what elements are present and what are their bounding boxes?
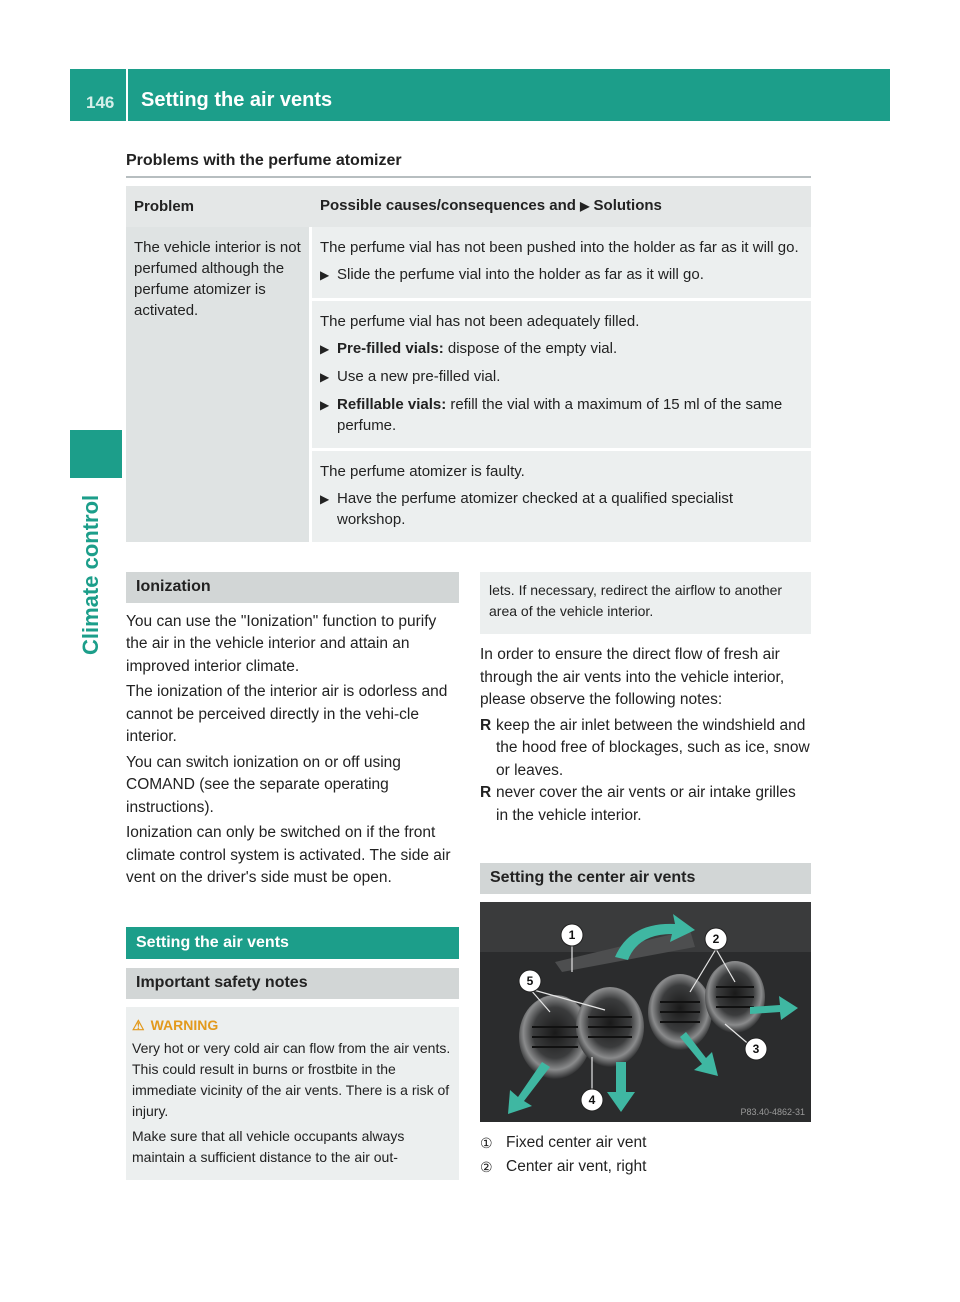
page-header bbox=[70, 69, 890, 121]
center-vents-heading: Setting the center air vents bbox=[480, 863, 811, 894]
ionization-paragraph: You can use the "Ionization" function to purify the air in the vehicle interior and attain an improved interior climate. bbox=[126, 612, 437, 675]
warning-text: lets. If necessary, redirect the airflow to another area of the vehicle interior. bbox=[489, 582, 783, 619]
ionization-paragraph: The ionization of the interior air is odorless and cannot be perceived directly in the vehi-cle interior. bbox=[126, 683, 448, 745]
cause-text: The perfume atomizer is faulty. bbox=[320, 463, 525, 480]
callout-2: 2 bbox=[712, 931, 720, 946]
warning-title: ⚠ WARNING bbox=[132, 1016, 219, 1033]
solution-cell bbox=[312, 227, 811, 298]
bullet-icon: R bbox=[480, 716, 492, 734]
safety-notes-heading: Important safety notes bbox=[126, 968, 459, 999]
legend-number: ② bbox=[480, 1159, 493, 1175]
warning-triangle-icon: ⚠ bbox=[132, 1016, 145, 1033]
table-header-row bbox=[126, 186, 811, 227]
table-row bbox=[126, 227, 811, 298]
problems-table bbox=[126, 186, 811, 542]
callout-3: 3 bbox=[752, 1041, 760, 1056]
ionization-paragraph: Ionization can only be switched on if the front climate control system is activated. The side air vent on the driver's side must be open. bbox=[126, 824, 451, 886]
action-item: ▶ Have the perfume atomizer checked at a qualified specialist workshop. bbox=[320, 490, 734, 528]
action-arrow-icon: ▶ bbox=[320, 370, 330, 384]
cause-text: The perfume vial has not been pushed into the holder as far as it will go. bbox=[320, 239, 799, 256]
list-item: R never cover the air vents or air intake grilles in the vehicle interior. bbox=[480, 782, 811, 827]
page-number: 146 bbox=[86, 93, 115, 112]
callout-5: 5 bbox=[526, 973, 534, 988]
right-column bbox=[480, 572, 811, 1179]
column-header-problem: Problem bbox=[126, 186, 312, 227]
action-item: ▶ Pre-filled vials: dispose of the empty vial. bbox=[320, 338, 803, 360]
warning-box-continued bbox=[480, 572, 811, 634]
air-vents-intro: In order to ensure the direct flow of fresh air through the air vents into the vehicle interior, please observe the following notes: bbox=[480, 646, 785, 708]
action-item: ▶ Slide the perfume vial into the holder as far as it will go. bbox=[320, 264, 803, 286]
action-arrow-icon: ▶ bbox=[320, 398, 330, 412]
left-column bbox=[126, 572, 459, 1180]
column-header-solutions: Possible causes/consequences and ▶ Solutions bbox=[312, 186, 811, 227]
callout-1: 1 bbox=[568, 927, 576, 942]
warning-box bbox=[126, 1007, 459, 1180]
air-vents-illustration bbox=[480, 902, 811, 1122]
ionization-paragraph: You can switch ionization on or off using COMAND (see the separate operating instructions). bbox=[126, 753, 401, 816]
action-arrow-icon: ▶ bbox=[320, 492, 330, 506]
list-item: R keep the air inlet between the windshield and the hood free of blockages, such as ice, snow or leaves. bbox=[480, 715, 811, 783]
header-divider bbox=[126, 69, 128, 121]
cause-text: The perfume vial has not been adequately filled. bbox=[320, 313, 640, 330]
legend-item: ① Fixed center air vent bbox=[480, 1132, 811, 1155]
air-vents-photo bbox=[480, 902, 811, 1122]
side-tab-marker bbox=[70, 430, 122, 478]
warning-text: Very hot or very cold air can flow from the air vents. This could result in burns or frostbite in the immediate vicinity of the air vents. There is a risk of injury. bbox=[132, 1039, 451, 1119]
action-item: ▶ Refillable vials: refill the vial with a maximum of 15 ml of the same perfume. bbox=[320, 396, 783, 434]
callout-4: 4 bbox=[588, 1092, 596, 1107]
section-title-perfume: Problems with the perfume atomizer bbox=[126, 152, 402, 169]
solution-cell bbox=[312, 298, 811, 448]
problem-cell: The vehicle interior is not perfumed although the perfume atomizer is activated. bbox=[126, 227, 312, 542]
solution-cell bbox=[312, 448, 811, 542]
warning-text: Make sure that all vehicle occupants always maintain a sufficient distance to the air out- bbox=[132, 1127, 405, 1165]
ionization-heading: Ionization bbox=[126, 572, 459, 603]
header-title: Setting the air vents bbox=[141, 89, 333, 111]
action-item: ▶ Use a new pre-filled vial. bbox=[320, 366, 803, 388]
bullet-icon: R bbox=[480, 784, 492, 801]
action-arrow-icon: ▶ bbox=[320, 342, 330, 356]
section-rule bbox=[126, 176, 811, 178]
legend-number: ① bbox=[480, 1134, 493, 1151]
action-arrow-icon: ▶ bbox=[320, 268, 330, 282]
action-arrow-icon: ▶ bbox=[580, 199, 590, 213]
air-vents-heading: Setting the air vents bbox=[126, 927, 459, 960]
image-code: P83.40-4862-31 bbox=[740, 1106, 805, 1117]
legend-item: ② Center air vent, right bbox=[480, 1156, 811, 1179]
